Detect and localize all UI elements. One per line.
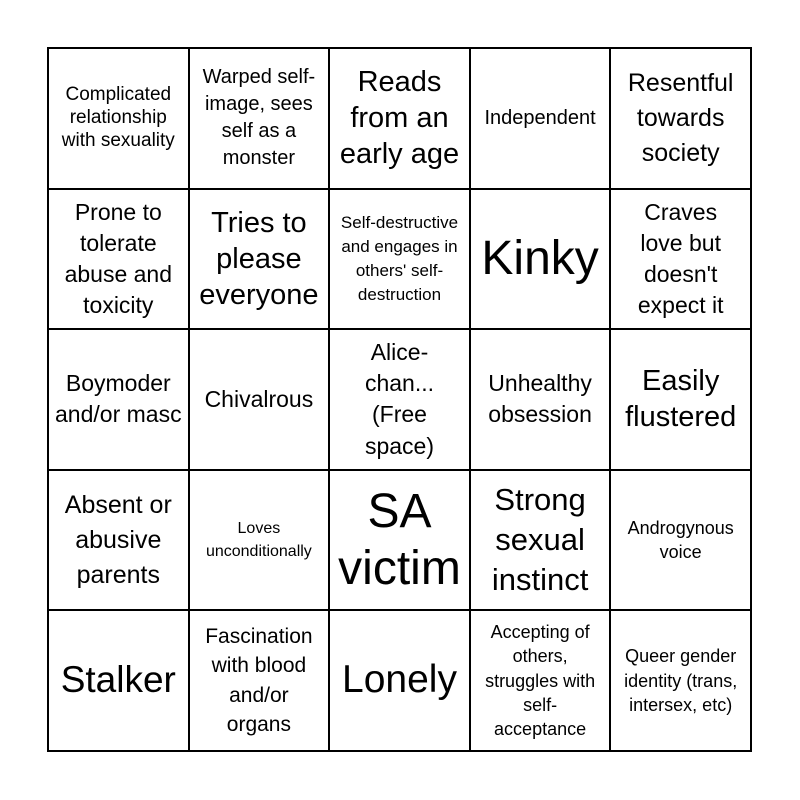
- cell-label: Resentful towards society: [627, 68, 734, 167]
- cell-label: Unhealthy obsession: [488, 370, 592, 428]
- cell-label: Craves love but doesn't expect it: [637, 198, 724, 318]
- cell-label: Alice-chan... (Free space): [364, 339, 434, 459]
- bingo-cell-r5c5[interactable]: [611, 611, 752, 752]
- bingo-cell-r5c3[interactable]: [330, 611, 471, 752]
- bingo-cell-r1c5[interactable]: [611, 49, 752, 190]
- cell-label: Stalker: [60, 659, 176, 701]
- bingo-cell-r3c4[interactable]: [471, 330, 612, 471]
- bingo-cell-r4c2[interactable]: [190, 471, 331, 612]
- cell-label: Independent: [484, 106, 596, 129]
- cell-label: Loves unconditionally: [205, 519, 312, 561]
- bingo-cell-r5c4[interactable]: [471, 611, 612, 752]
- bingo-cell-r4c4[interactable]: [471, 471, 612, 612]
- cell-label: Kinky: [481, 232, 599, 286]
- bingo-cell-r5c1[interactable]: [49, 611, 190, 752]
- cell-label: Strong sexual instinct: [491, 481, 589, 598]
- bingo-cell-r3c3[interactable]: [330, 330, 471, 471]
- cell-label: Androgynous voice: [627, 517, 734, 563]
- bingo-cell-r2c5[interactable]: [611, 190, 752, 331]
- cell-label: Self-destructive and engages in others' self-destruction: [340, 213, 459, 304]
- bingo-cell-r1c1[interactable]: [49, 49, 190, 190]
- cell-label: Easily flustered: [625, 365, 737, 434]
- bingo-cell-r2c1[interactable]: [49, 190, 190, 331]
- cell-label: Lonely: [342, 658, 457, 702]
- bingo-cell-r2c3[interactable]: [330, 190, 471, 331]
- cell-label: Fascination with blood and/or organs: [205, 624, 313, 737]
- bingo-cell-r3c1[interactable]: [49, 330, 190, 471]
- bingo-cell-r3c2[interactable]: [190, 330, 331, 471]
- bingo-cell-r2c2[interactable]: [190, 190, 331, 331]
- cell-label: Boymoder and/or masc: [55, 370, 182, 428]
- bingo-cell-r5c2[interactable]: [190, 611, 331, 752]
- cell-label: Warped self-image, sees self as a monster: [202, 66, 316, 170]
- bingo-cell-r4c5[interactable]: [611, 471, 752, 612]
- bingo-cell-r1c2[interactable]: [190, 49, 331, 190]
- bingo-cell-r2c4[interactable]: [471, 190, 612, 331]
- cell-label: Absent or abusive parents: [64, 490, 172, 589]
- bingo-cell-r4c3[interactable]: [330, 471, 471, 612]
- bingo-cell-r3c5[interactable]: [611, 330, 752, 471]
- cell-label: SA victim: [338, 484, 461, 596]
- cell-label: Prone to tolerate abuse and toxicity: [64, 198, 173, 318]
- cell-label: Tries to please everyone: [199, 206, 319, 312]
- cell-label: Chivalrous: [204, 385, 314, 412]
- bingo-cell-r4c1[interactable]: [49, 471, 190, 612]
- cell-label: Accepting of others, struggles with self-acceptance: [485, 621, 596, 740]
- bingo-cell-r1c4[interactable]: [471, 49, 612, 190]
- cell-label: Reads from an early age: [339, 65, 460, 171]
- bingo-board: [47, 47, 752, 752]
- bingo-cell-r1c3[interactable]: [330, 49, 471, 190]
- cell-label: Complicated relationship with sexuality: [61, 84, 175, 151]
- cell-label: Queer gender identity (trans, intersex, etc): [624, 646, 738, 715]
